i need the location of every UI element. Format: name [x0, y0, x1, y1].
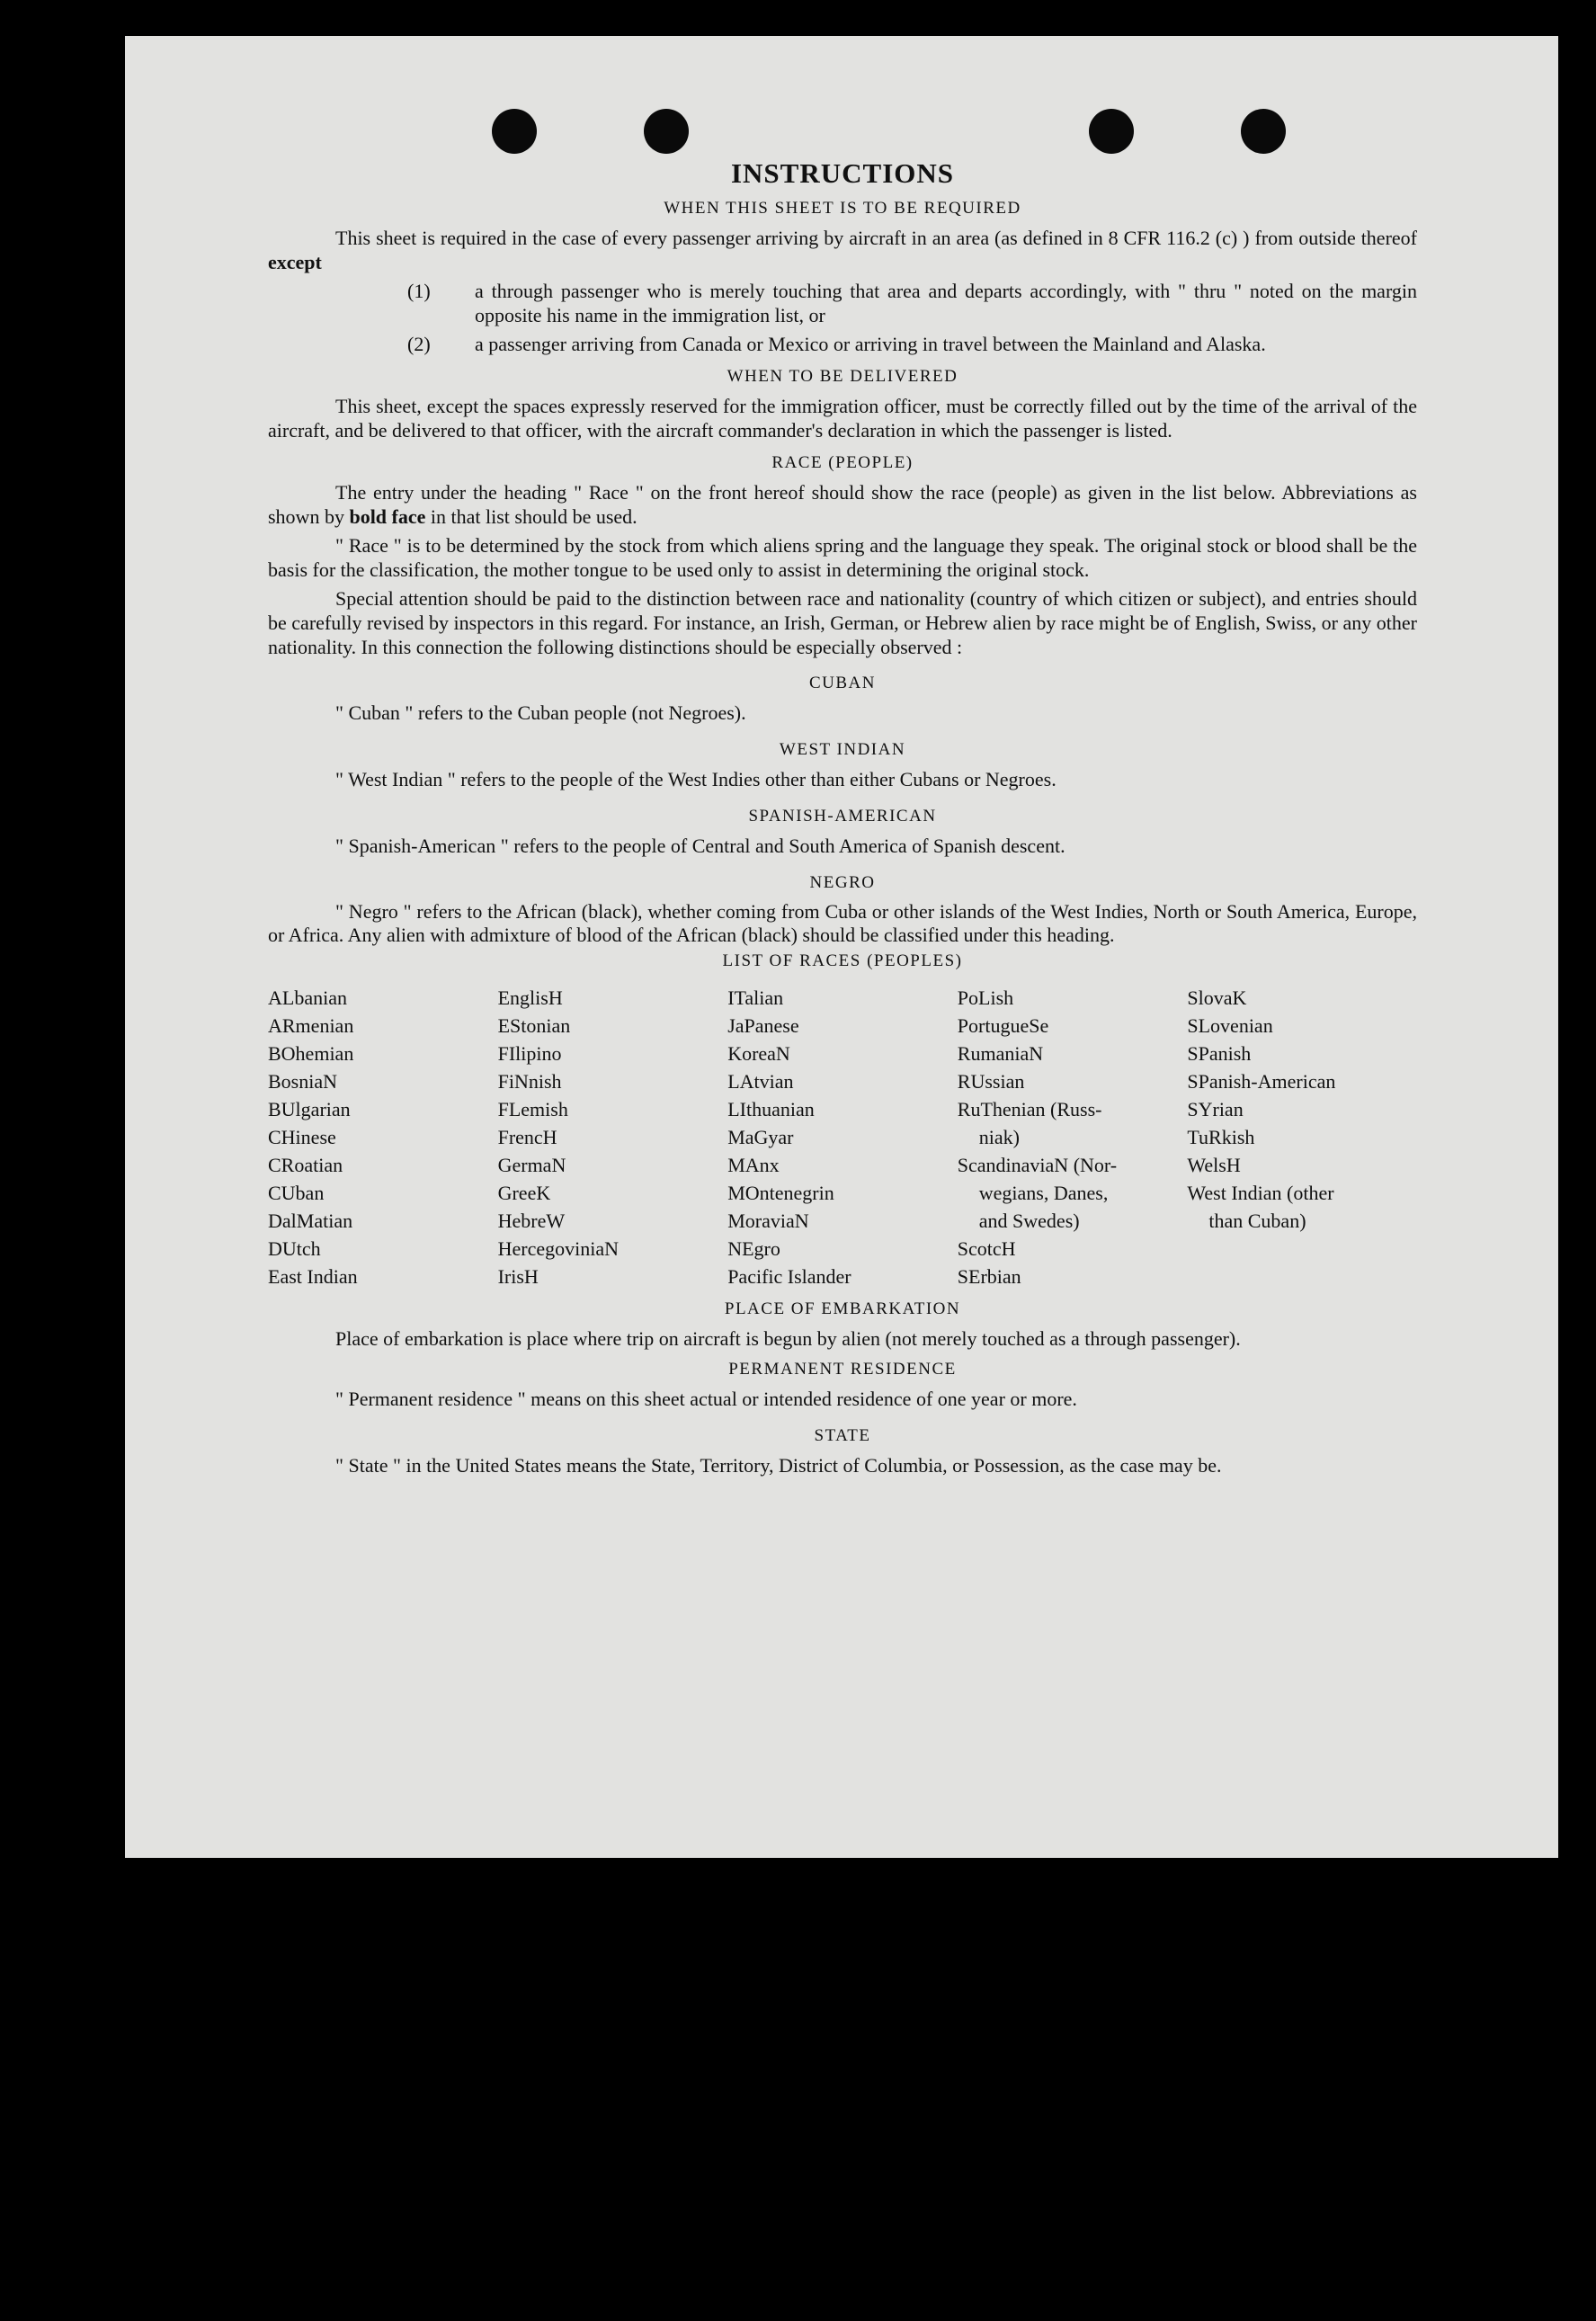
race-entry: HercegoviniaN: [497, 1237, 619, 1260]
race-paragraph-2: " Race " is to be determined by the stock from which aliens spring and the language they speak. The original stock or blood shall be the basis for the classification, the mother tongue to be used only to assist in determining the original stock.: [268, 534, 1417, 581]
race-column: [727, 984, 958, 1290]
punch-hole: [1089, 109, 1134, 154]
heading-west-indian: WEST INDIAN: [779, 740, 906, 759]
race-entry: MoraviaN: [727, 1210, 809, 1232]
residence-text: " Permanent residence " means on this sheet actual or intended residence of one year or more.: [335, 1388, 1077, 1410]
race-entry: LIthuanian: [727, 1098, 815, 1120]
race-column: [498, 984, 728, 1290]
heading-negro: NEGRO: [809, 873, 876, 892]
delivered-text: This sheet, except the spaces expressly reserved for the immigration officer, must be correctly filled out by the time of the arrival of the aircraft, and be delivered to that officer, with the aircraft commander's declaration in which the passenger is listed.: [268, 395, 1417, 442]
race-entry: FLemish: [497, 1098, 568, 1120]
race-entry: PortugueSe: [957, 1014, 1049, 1037]
race-entry: SErbian: [957, 1265, 1021, 1288]
race-entry: RuThenian (Russ-: [957, 1098, 1102, 1120]
race-entry: HebreW: [497, 1210, 566, 1232]
race-entry: East Indian: [268, 1265, 358, 1288]
race-column: [1187, 984, 1417, 1290]
race-entry: EnglisH: [497, 986, 563, 1009]
race-entry: RUssian: [957, 1070, 1025, 1093]
race-entry: wegians, Danes,: [978, 1182, 1109, 1204]
race-entry: than Cuban): [1208, 1210, 1306, 1232]
race-entry: WelsH: [1187, 1154, 1241, 1176]
punch-hole: [492, 109, 537, 154]
race-entry: RumaniaN: [957, 1042, 1044, 1065]
race-entry: ITalian: [727, 986, 784, 1009]
race-entry: DUtch: [268, 1237, 321, 1260]
race-paragraph-1: The entry under the heading " Race " on the front hereof should show the race (people) as given in the list below. Abbreviations as shown by bold face in that list should be used.: [268, 481, 1417, 528]
race-entry: West Indian (other: [1187, 1182, 1334, 1204]
race-entry: SPanish: [1187, 1042, 1252, 1065]
race-entry: FiNnish: [497, 1070, 562, 1093]
race-entry: TuRkish: [1187, 1126, 1255, 1148]
race-entry: DalMatian: [268, 1210, 353, 1232]
race-entry: FrencH: [497, 1126, 557, 1148]
race-entry: NEgro: [727, 1237, 780, 1260]
race-entry: SLovenian: [1187, 1014, 1273, 1037]
race-entry: PoLish: [957, 986, 1014, 1009]
race-entry: BOhemian: [268, 1042, 354, 1065]
race-entry: MaGyar: [727, 1126, 794, 1148]
definition-cuban: " Cuban " refers to the Cuban people (not Negroes).: [335, 701, 746, 724]
instructions-content: [268, 157, 1417, 1482]
race-entry: CRoatian: [268, 1154, 343, 1176]
required-intro: This sheet is required in the case of every passenger arriving by aircraft in an area (as defined in 8 CFR 116.2 (c) ) from outside thereof except: [268, 227, 1417, 273]
race-entry: SYrian: [1187, 1098, 1244, 1120]
race-entry: GermaN: [497, 1154, 566, 1176]
race-entry: BosniaN: [268, 1070, 337, 1093]
document-sheet: [125, 36, 1558, 1858]
heading-list-of-races: LIST OF RACES (PEOPLES): [722, 951, 963, 970]
required-item-1: (1) a through passenger who is merely touching that area and departs accordingly, with " thru " noted on the margin opposite his name in the immigration list, or: [407, 280, 1417, 326]
race-list: [268, 984, 1417, 1290]
race-entry: BUlgarian: [268, 1098, 351, 1120]
punch-hole: [644, 109, 689, 154]
punch-hole: [1241, 109, 1286, 154]
definition-negro: " Negro " refers to the African (black), whether coming from Cuba or other islands of the West Indies, North or South America, Europe, or Africa. Any alien with admixture of blood of the African (black) should be classified under this heading.: [268, 900, 1417, 946]
race-entry: SlovaK: [1187, 986, 1247, 1009]
heading-spanish-american: SPANISH-AMERICAN: [748, 807, 937, 826]
race-entry: IrisH: [497, 1265, 539, 1288]
race-entry: MOntenegrin: [727, 1182, 834, 1204]
state-text: " State " in the United States means the State, Territory, District of Columbia, or Possession, as the case may be.: [335, 1454, 1222, 1477]
heading-when-delivered: WHEN TO BE DELIVERED: [727, 367, 958, 386]
race-column: [268, 984, 498, 1290]
race-entry: ALbanian: [268, 986, 347, 1009]
heading-cuban: CUBAN: [808, 674, 876, 692]
race-entry: FIlipino: [497, 1042, 562, 1065]
race-column: [958, 984, 1188, 1290]
race-entry: ARmenian: [268, 1014, 354, 1037]
race-entry: ScandinaviaN (Nor-: [957, 1154, 1118, 1176]
embarkation-text: Place of embarkation is place where trip on aircraft is begun by alien (not merely touched as a through passenger).: [335, 1327, 1241, 1350]
heading-state: STATE: [814, 1426, 871, 1445]
race-entry: niak): [978, 1126, 1020, 1148]
heading-race: RACE (PEOPLE): [771, 453, 914, 472]
heading-place-of-embarkation: PLACE OF EMBARKATION: [724, 1299, 961, 1318]
race-entry: CUban: [268, 1182, 325, 1204]
race-entry: KoreaN: [727, 1042, 790, 1065]
definition-spanish-american: " Spanish-American " refers to the people of Central and South America of Spanish descent.: [335, 835, 1065, 857]
required-item-2: (2) a passenger arriving from Canada or Mexico or arriving in travel between the Mainland and Alaska.: [407, 333, 1266, 355]
race-entry: EStonian: [497, 1014, 571, 1037]
race-entry: MAnx: [727, 1154, 780, 1176]
race-entry: GreeK: [497, 1182, 551, 1204]
race-entry: ScotcH: [957, 1237, 1016, 1260]
race-paragraph-3: Special attention should be paid to the distinction between race and nationality (country of which citizen or subject), and entries should be carefully revised by inspectors in this regard. For instance, an Irish, German, or Hebrew alien by race might be of English, Swiss, or any other nationality. In this connection the following distinctions should be especially observed :: [268, 587, 1417, 658]
race-entry: LAtvian: [727, 1070, 794, 1093]
race-entry: JaPanese: [727, 1014, 799, 1037]
race-entry: Pacific Islander: [727, 1265, 851, 1288]
race-entry: CHinese: [268, 1126, 336, 1148]
race-entry: and Swedes): [978, 1210, 1080, 1232]
race-entry: SPanish-American: [1187, 1070, 1336, 1093]
heading-when-required: WHEN THIS SHEET IS TO BE REQUIRED: [664, 199, 1021, 218]
definition-west-indian: " West Indian " refers to the people of the West Indies other than either Cubans or Negroes.: [335, 768, 1057, 790]
heading-permanent-residence: PERMANENT RESIDENCE: [728, 1360, 957, 1379]
page-title: INSTRUCTIONS: [730, 157, 954, 189]
